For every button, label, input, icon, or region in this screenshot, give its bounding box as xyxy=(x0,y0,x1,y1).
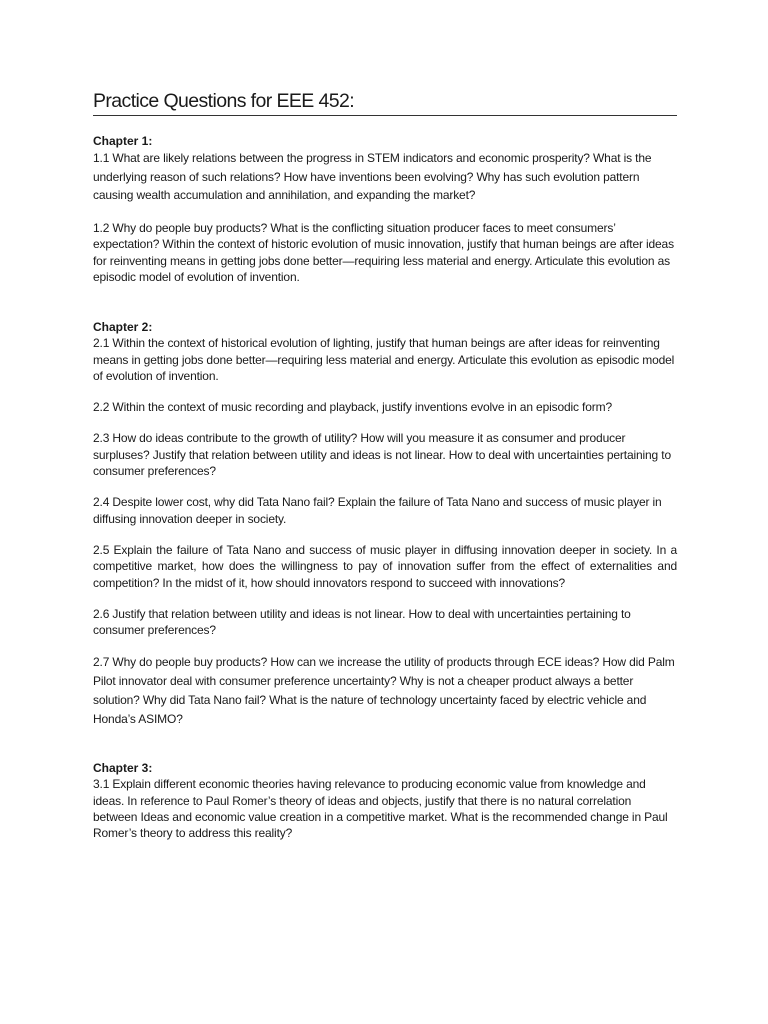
document-title: Practice Questions for EEE 452: xyxy=(93,88,677,116)
question-1-1: 1.1 What are likely relations between the progress in STEM indicators and economic prosperity? What is the underlying reason of such relations? How have inventions been evolving? Why has such evolution pattern causing wealth accumulation and annihilation, and expanding the market? xyxy=(93,151,652,203)
chapter-3-section xyxy=(93,760,677,841)
question-2-5: 2.5 Explain the failure of Tata Nano and success of music player in diffusing innovation deeper in society. In a competitive market, how does the willingness to pay of innovation suffer from the effect of externalities and competition? In the midst of it, how should innovators respond to succeed with innovations? xyxy=(93,542,677,590)
question-2-2: 2.2 Within the context of music recording and playback, justify inventions evolve in an episodic form? xyxy=(93,400,612,415)
chapter-heading: Chapter 3: xyxy=(93,761,153,776)
document-page xyxy=(93,88,677,841)
question-1-2: 1.2 Why do people buy products? What is the conflicting situation producer faces to meet consumers’ expectation? Within the context of historic evolution of music innovation, justify that human beings are after ideas for reinventing means in getting jobs done better—requiring less material and energy. Articulate this evolution as episodic model of evolution of invention. xyxy=(93,221,674,284)
question-3-1: 3.1 Explain different economic theories having relevance to producing economic value from knowledge and ideas. In reference to Paul Romer’s theory of ideas and objects, justify that there is no natural correlation between Ideas and economic value creation in a competitive market. What is the recommended change in Paul Romer’s theory to address this reality? xyxy=(93,777,668,841)
chapter-heading: Chapter 2: xyxy=(93,320,153,335)
question-2-4: 2.4 Despite lower cost, why did Tata Nano fail? Explain the failure of Tata Nano and success of music player in diffusing innovation deeper in society. xyxy=(93,495,662,526)
chapter-2-section xyxy=(93,319,677,728)
question-2-7: 2.7 Why do people buy products? How can we increase the utility of products through ECE ideas? How did Palm Pilot innovator deal with consumer preference uncertainty? Why is not a cheaper product always a better solution? Why did Tata Nano fail? What is the nature of technology uncertainty faced by electric vehicle and Honda’s ASIMO? xyxy=(93,655,675,726)
question-2-6: 2.6 Justify that relation between utility and ideas is not linear. How to deal with uncertainties pertaining to consumer preferences? xyxy=(93,606,631,638)
chapter-1-section xyxy=(93,133,677,285)
chapter-heading: Chapter 1: xyxy=(93,134,153,148)
question-2-1: 2.1 Within the context of historical evolution of lighting, justify that human beings are after ideas for reinventing means in getting jobs done better—requiring less material and energy. Articulate this evolution as episodic model of evolution of invention. xyxy=(93,336,675,383)
question-2-3: 2.3 How do ideas contribute to the growth of utility? How will you measure it as consumer and producer surpluses? Justify that relation between utility and ideas is not linear. How to deal with uncertainties pertaining to consumer preferences? xyxy=(93,431,671,479)
